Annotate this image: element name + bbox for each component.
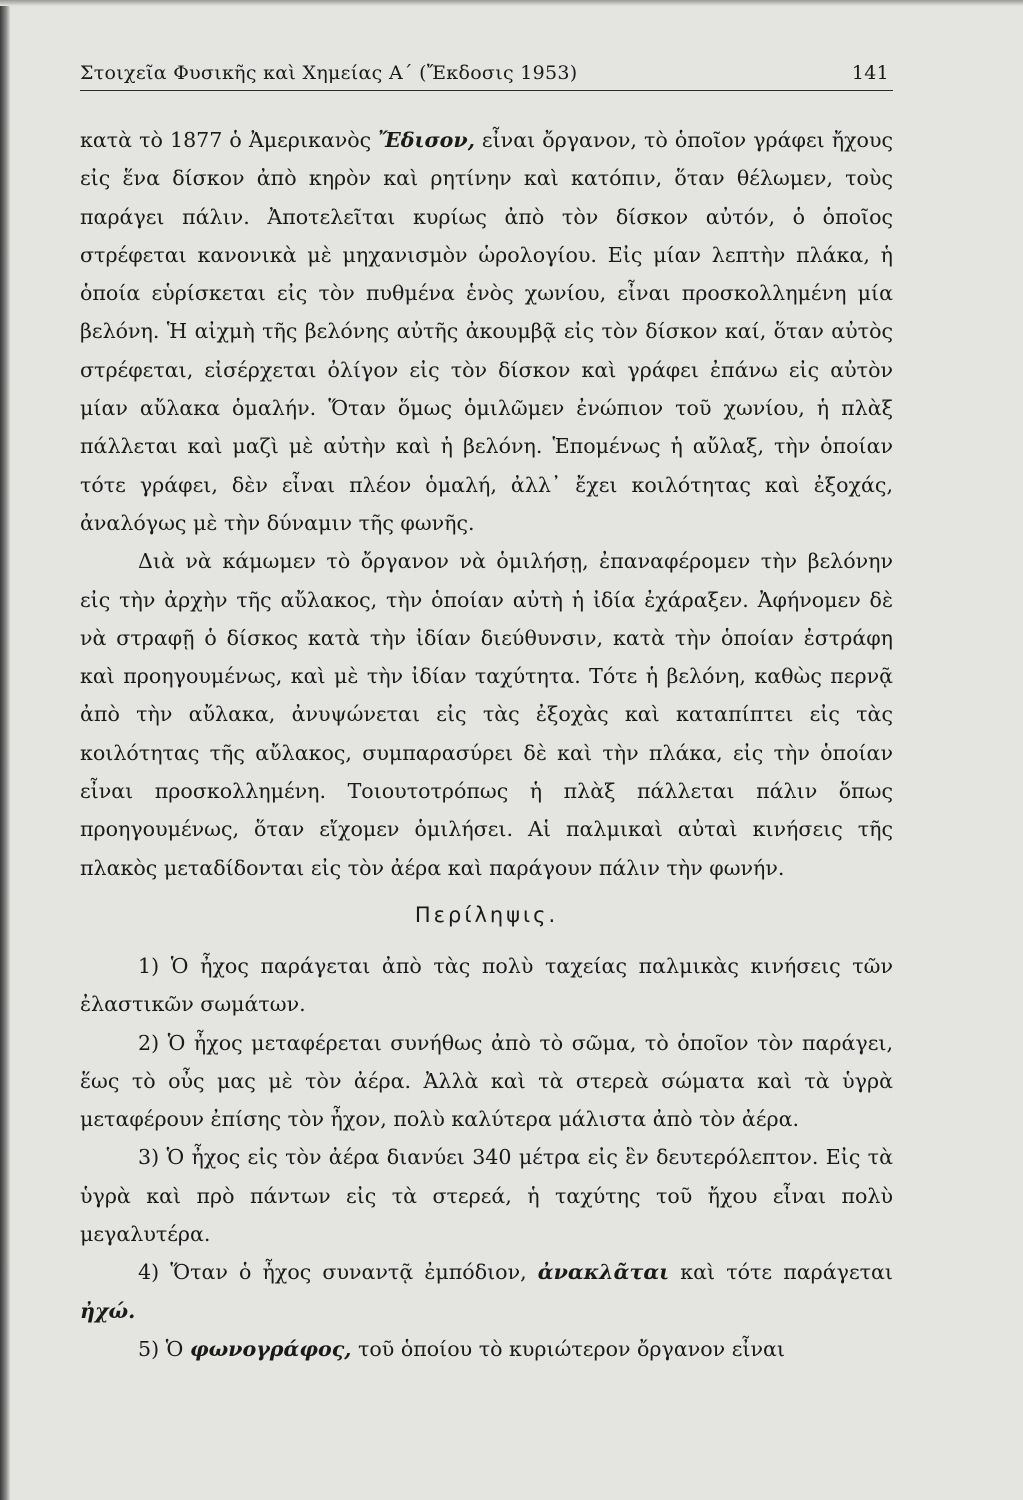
text-run: εἶναι ὄργανον, τὸ ὁποῖον γράφει ἤχους εἰς ἕνα δίσκον ἀπὸ κηρὸν καὶ ρητίνην καὶ κατόπιν, ὅταν θέλωμεν, τοὺς παράγει πάλιν. Ἀποτελεῖται κυρίως ἀπὸ τὸν δίσκον αὐτόν, ὁ ὁποῖος στρέφεται κανονικὰ μὲ μηχανισμὸν ὡρολογίου. Εἰς μίαν λεπτὴν πλάκα, ἡ ὁποία εὑρίσκεται εἰς τὸν πυθμένα ἑνὸς χωνίου, εἶναι προσκολλημένη μία βελόνη. Ἡ αἰχμὴ τῆς βελόνης αὐτῆς ἀκουμβᾷ εἰς τὸν δίσκον καί, ὅταν αὐτὸς στρέφεται, εἰσέρχεται ὀλίγον εἰς τὸν δίσκον καὶ γράφει ἐπάνω εἰς αὐτὸν μίαν αὔλακα ὁμαλήν. Ὅταν ὅμως ὁμιλῶμεν ἐνώπιον τοῦ χωνίου, ἡ πλὰξ πάλλεται καὶ μαζὶ μὲ αὐτὴν καὶ ἡ βελόνη. Ἑπομένως ἡ αὔλαξ, τὴν ὁποίαν τότε γράφει, δὲν εἶναι πλέον ὁμαλή, ἀλλ᾽ ἔχει κοιλότητας καὶ ἐξοχάς, ἀναλόγως μὲ τὴν δύναμιν τῆς φωνῆς. <box>80 128 894 535</box>
summary-item-2: 2) Ὁ ἦχος μεταφέρεται συνήθως ἀπὸ τὸ σῶμα, τὸ ὁποῖον τὸν παράγει, ἕως τὸ οὖς μας μὲ τὸν ἀέρα. Ἀλλὰ καὶ τὰ στερεὰ σώματα καὶ τὰ ὑγρὰ μεταφέρουν ἐπίσης τὸν ἦχον, πολὺ καλύτερα μάλιστα ἀπὸ τὸν ἀέρα. <box>80 1030 893 1132</box>
summary-item-4 <box>80 1253 893 1330</box>
term-echo: ἠχώ. <box>80 1298 136 1323</box>
text-run: 4) Ὅταν ὁ ἦχος συναντᾷ ἐμπόδιον, <box>138 1260 538 1285</box>
body-text <box>80 121 893 1368</box>
paragraph-phonograph-description <box>80 121 893 542</box>
term-reflection: ἀνακλᾶται <box>537 1260 670 1285</box>
summary-item-5 <box>80 1330 893 1368</box>
text-run: καὶ τότε παράγεται <box>669 1260 894 1285</box>
running-title: Στοιχεῖα Φυσικῆς καὶ Χημείας Α΄ (Ἔκδοσις 1953) <box>80 62 578 84</box>
scan-edge <box>0 0 10 1500</box>
term-phonograph: φωνογράφος, <box>189 1336 352 1361</box>
summary-item-3: 3) Ὁ ἦχος εἰς τὸν ἀέρα διανύει 340 μέτρα εἰς ἓν δευτερόλεπτον. Εἰς τὰ ὑγρὰ καὶ πρὸ πάντων εἰς τὰ στερεά, ἡ ταχύτης τοῦ ἤχου εἶναι πολὺ μεγαλυτέρα. <box>80 1145 893 1247</box>
scan-edge-top <box>0 0 1023 6</box>
page-number: 141 <box>851 62 889 84</box>
summary-heading: Περίληψις. <box>414 902 559 927</box>
paragraph-playback: Διὰ νὰ κάμωμεν τὸ ὄργανον νὰ ὁμιλήσῃ, ἐπαναφέρομεν τὴν βελόνην εἰς τὴν ἀρχὴν τῆς αὔλακος, τὴν ὁποίαν αὐτὴ ἡ ἰδία ἐχάραξεν. Ἀφήνομεν δὲ νὰ στραφῇ ὁ δίσκος κατὰ τὴν ἰδίαν διεύθυνσιν, κατὰ τὴν ὁποίαν ἐστράφη καὶ προηγουμένως, καὶ μὲ τὴν ἰδίαν ταχύτητα. Τότε ἡ βελόνη, καθὼς περνᾷ ἀπὸ τὴν αὔλακα, ἀνυψώνεται εἰς τὰς ἐξοχὰς καὶ καταπίπτει εἰς τὰς κοιλότητας τῆς αὔλακος, συμπαρασύρει δὲ καὶ τὴν πλάκα, εἰς τὴν ὁποίαν εἶναι προσκολλημένη. Τοιουτοτρόπως ἡ πλὰξ πάλλεται πάλιν ὅπως προηγουμένως, ὅταν εἴχομεν ὁμιλήσει. Αἱ παλμικαὶ αὐταὶ κινήσεις τῆς πλακὸς μεταδίδονται εἰς τὸν ἀέρα καὶ παράγουν πάλιν τὴν φωνήν. <box>80 549 893 880</box>
summary-item-1: 1) Ὁ ἦχος παράγεται ἀπὸ τὰς πολὺ ταχείας παλμικὰς κινήσεις τῶν ἐλαστικῶν σωμάτων. <box>80 953 893 1017</box>
text-run: τοῦ ὁποίου τὸ κυριώτερον ὄργανον εἶναι <box>351 1336 785 1361</box>
running-header <box>80 62 893 91</box>
text-run: κατὰ τὸ 1877 ὁ Ἀμερικανὸς <box>80 128 379 152</box>
term-edison: Ἔδισον, <box>378 128 475 152</box>
text-run: 5) Ὁ <box>138 1336 190 1361</box>
book-page <box>80 62 893 1368</box>
